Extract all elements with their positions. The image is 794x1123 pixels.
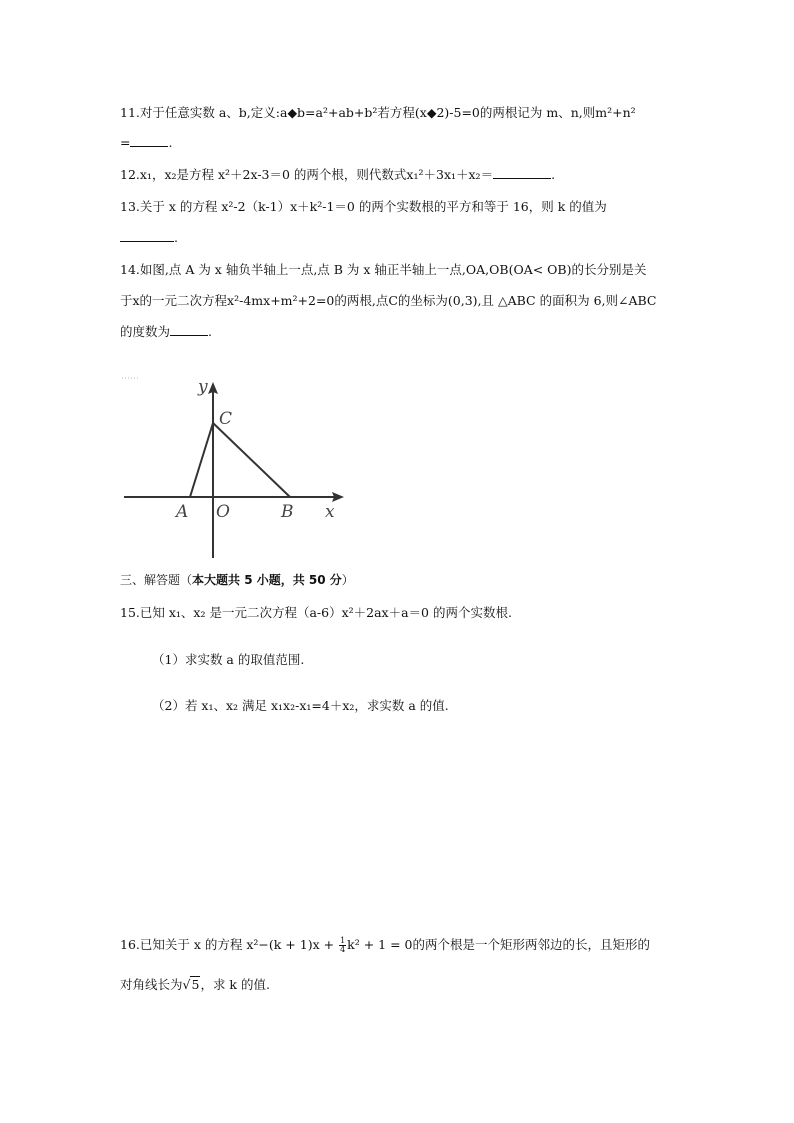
q14-end: . xyxy=(208,324,212,339)
q16-fraction xyxy=(339,937,346,954)
section-3-suffix: ） xyxy=(341,573,354,587)
q12-text: 12.x₁，x₂是方程 x²＋2x-3＝0 的两个根，则代数式x₁²＋3x₁＋x₂＝ xyxy=(120,167,494,182)
label-x: x xyxy=(325,502,335,522)
q16-text-a: 16.已知关于 x 的方程 x²−(k + 1)x + xyxy=(120,937,339,952)
q15-stem xyxy=(120,604,512,622)
segment-cb xyxy=(213,423,290,497)
q15-part1-text: （1）求实数 a 的取值范围. xyxy=(152,652,305,667)
q13-line2 xyxy=(120,229,178,247)
q14-line1 xyxy=(120,261,647,279)
section-3-prefix: 三、解答题（ xyxy=(120,573,193,587)
q15-part2 xyxy=(152,697,449,715)
label-a: A xyxy=(176,502,189,522)
q13-answer-blank xyxy=(120,229,174,242)
q16-fraction-num: 1 xyxy=(340,936,346,945)
section-3-heading xyxy=(120,571,354,589)
q16-line2 xyxy=(120,976,270,994)
q13-end: . xyxy=(174,230,178,245)
q14-text-2: 于x的一元二次方程x²-4mx+m²+2=0的两根,点C的坐标为(0,3),且 △ABC 的面积为 6,则∠ABC xyxy=(120,293,657,308)
q11-text: 11.对于任意实数 a、b,定义:a◆b=a²+ab+b²若方程(x◆2)-5=0的两根记为 m、n,则m²+n² xyxy=(120,105,636,120)
q14-answer-blank xyxy=(170,323,208,336)
q12-end: . xyxy=(551,167,556,182)
q14-text-1: 14.如图,点 A 为 x 轴负半轴上一点,点 B 为 x 轴正半轴上一点,OA,OB(OA< OB)的长分别是关 xyxy=(120,262,647,277)
q12-line xyxy=(120,166,555,184)
label-b: B xyxy=(281,502,294,522)
q15-stem-text: 15.已知 x₁、x₂ 是一元二次方程（a-6）x²＋2ax＋a＝0 的两个实数根. xyxy=(120,605,512,620)
q13-text: 13.关于 x 的方程 x²-2（k-1）x＋k²-1＝0 的两个实数根的平方和等于 16，则 k 的值为 xyxy=(120,199,607,214)
sqrt-symbol: √ xyxy=(182,977,191,992)
q16-text-c: 对角线长为 xyxy=(120,977,183,992)
label-o: O xyxy=(216,502,230,522)
q16-line1 xyxy=(120,936,650,954)
q15-part2-text: （2）若 x₁、x₂ 满足 x₁x₂-x₁=4＋x₂，求实数 a 的值. xyxy=(152,698,449,713)
q14-text-3: 的度数为 xyxy=(120,324,171,339)
q16-sqrt-value: 5 xyxy=(191,977,200,992)
q16-text-d: ，求 k 的值. xyxy=(200,977,270,992)
q11-end: . xyxy=(168,135,173,150)
label-c: C xyxy=(219,409,233,429)
segment-ac xyxy=(190,423,213,497)
label-y: y xyxy=(198,377,208,397)
q12-answer-blank xyxy=(493,166,551,179)
q14-line3 xyxy=(120,323,212,341)
q11-answer-blank xyxy=(130,134,168,147)
q14-line2 xyxy=(120,292,656,310)
q11-line2 xyxy=(120,134,172,152)
q11-line1 xyxy=(120,104,636,122)
q13-line1 xyxy=(120,198,607,216)
q15-part1 xyxy=(152,651,304,669)
q16-fraction-den: 4 xyxy=(340,945,346,954)
coordinate-figure xyxy=(118,370,350,562)
q16-text-b: k² + 1 = 0的两个根是一个矩形两邻边的长，且矩形的 xyxy=(347,937,650,952)
section-3-bold: 本大题共 5 小题，共 50 分 xyxy=(192,573,342,587)
q11-tail: = xyxy=(120,135,131,150)
